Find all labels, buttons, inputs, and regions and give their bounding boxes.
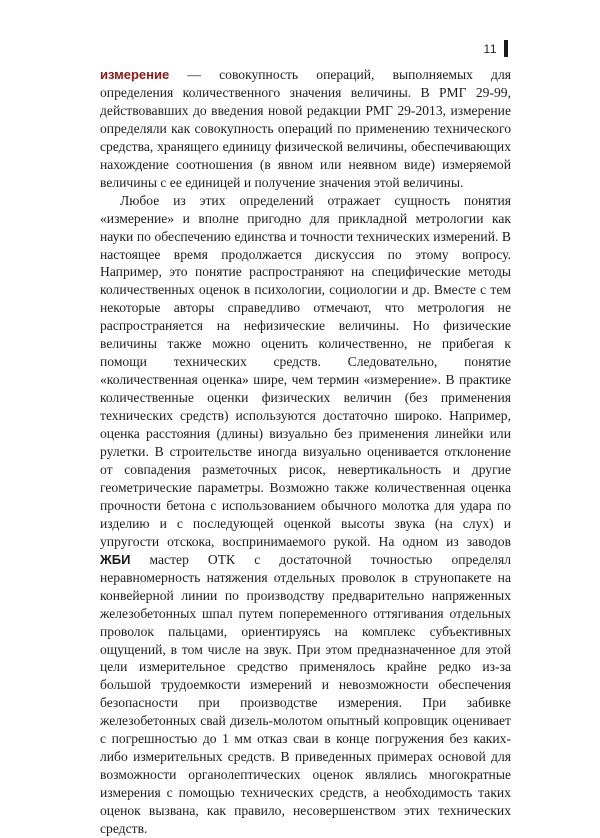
highlighted-abbreviation: ЖБИ <box>100 551 131 567</box>
discussion-paragraph <box>100 192 511 838</box>
definition-paragraph <box>100 66 511 192</box>
definition-text: — совокупность операций, выполняемых для определения количественного значения величины. В РМГ 29-99, действовавших до введения новой редакции РМГ 29-2013, измерение определяли как совокупность операций по применению технического средства, хранящего единицу физической величины, обеспечивающих нахождение соотношения (в явном или неявном виде) измеряемой величины с ее единицей и получение значения этой величины. <box>100 67 511 190</box>
text-body <box>100 66 511 838</box>
page-number: 11 <box>483 41 497 56</box>
page-header <box>484 40 508 57</box>
discussion-text-part1: Любое из этих определений отражает сущность понятия «измерение» и вполне пригодно для прикладной метрологии как науки по обеспечению единства и точности технических измерений. В настоящее время продолжается дискуссия по этому вопросу. Например, это понятие распространяют на специфические методы количественных оценок в психологии, социологии и др. Вместе с тем некоторые авторы справедливо отмечают, что метрология не распространяется на нефизические величины. Но физические величины также можно оценить количественно, не прибегая к помощи технических средств. Следовательно, понятие «количественная оценка» шире, чем термин «измерение». В практике количественные оценки физических величин (без применения технических средств) используются достаточно широко. Например, оценка расстояния (длины) визуально без применения линейки или рулетки. В строительстве иногда визуально оценивается отклонение от совпадения разметочных рисок, невертикальность и другие геометрические параметры. Возможно также количественная оценка прочности бетона с использованием обычного молотка для удара по изделию и с последующей оценкой высоты звука (на слух) и упругости отскока, воспринимаемого рукой. На одном из заводов <box>100 192 511 549</box>
page-number-bar <box>504 40 508 57</box>
discussion-text-part2: мастер ОТК с достаточной точностью определял неравномерность натяжения отдельных проволок в струнопакете на конвейерной линии по производству предварительно напряженных железобетонных шпал путем попеременного оттягивания отдельных проволок пальцами, ориентируясь на комплекс субъективных ощущений, в том числе на звук. При этом предназначенное для этой цели измерительное средство применялось крайне редко из-за большой трудоемкости измерений и невозможности обеспечения безопасности при производстве измерения. При забивке железобетонных свай дизель-молотом опытный копровщик оценивает с погрешностью до 1 мм отказ сваи в конце погружения без каких-либо измерительных средств. В приведенных примерах основой для возможности органолептических оценок являлись многократные измерения с помощью технических средств, а необходимость таких оценок вызвана, как правило, несовершенством этих технических средств. <box>100 551 511 837</box>
defined-term: измерение <box>100 67 170 82</box>
